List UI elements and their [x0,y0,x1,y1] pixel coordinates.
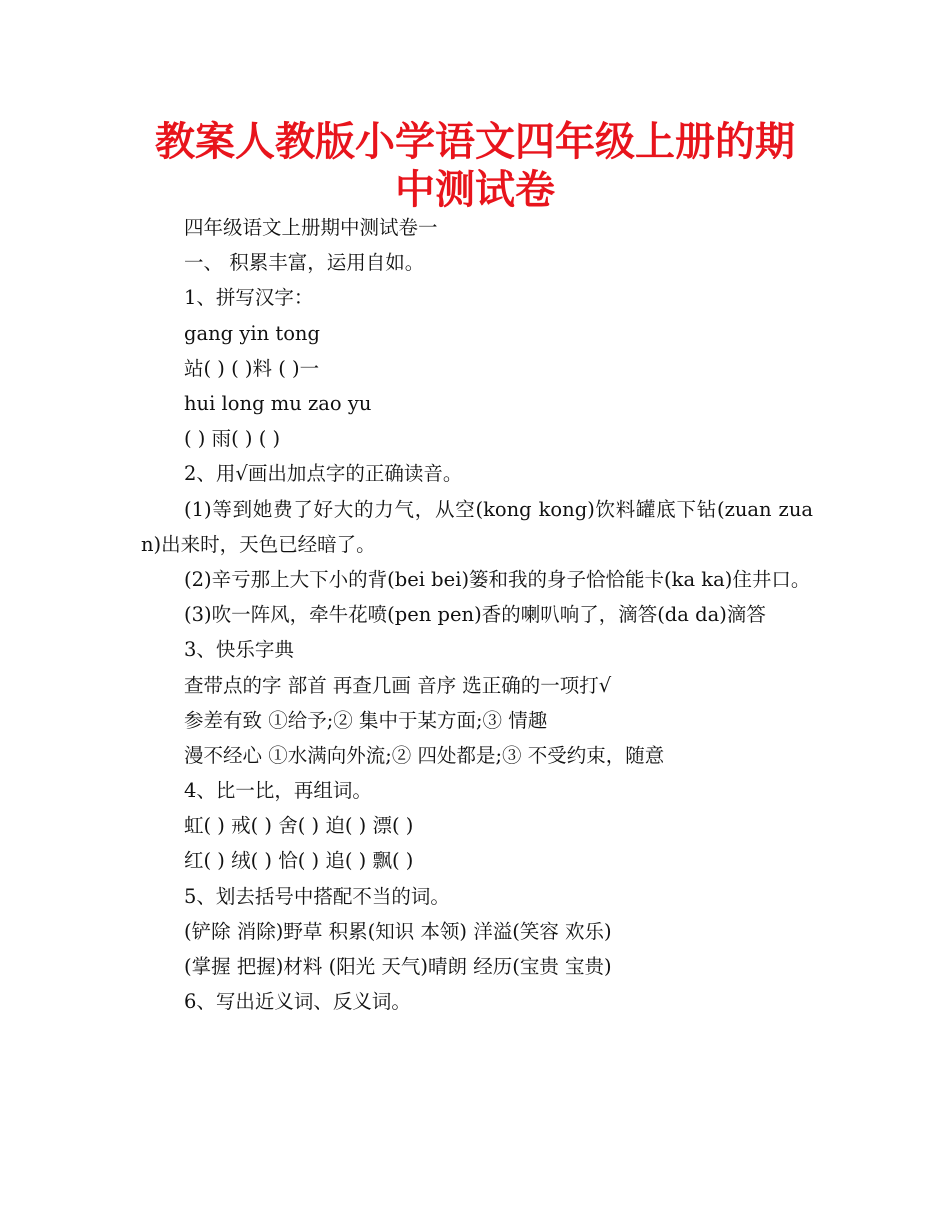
blank-line: 红( ) 绒( ) 恰( ) 追( ) 飘( ) [184,849,414,873]
question-heading: 1、拼写汉字： [184,286,314,310]
question-heading: 4、比一比，再组词。 [184,779,372,803]
text-line: (铲除 消除)野草 积累(知识 本领) 洋溢(笑容 欢乐) [184,919,612,943]
section-heading: 一、 积累丰富，运用自如。 [184,251,425,275]
blank-line: 站( ) ( )料 ( )一 [184,356,320,380]
text-line: 四年级语文上册期中测试卷一 [184,216,438,239]
question-heading: 2、用√画出加点字的正确读音。 [184,462,463,486]
question-paragraph: (1)等到她费了好大的力气，从空(kong kong)饮料罐底下钻(zuan zuan)出来时，天色已经暗了。 [141,497,813,556]
question-paragraph: (2)辛亏那上大下小的背(bei bei)篓和我的身子恰恰能卡(ka ka)住井口。 [184,567,811,591]
text-line: 参差有致 ①给予;② 集中于某方面;③ 情趣 [184,708,548,732]
blank-line: ( ) 雨( ) ( ) [184,427,281,451]
pinyin-line: gang yin tong [184,321,320,345]
question-paragraph: (3)吹一阵风，牵牛花喷(pen pen)香的喇叭响了，滴答(da da)滴答 [184,603,766,627]
text-line: (掌握 把握)材料 (阳光 天气)晴朗 经历(宝贵 宝贵) [184,955,612,978]
document-title: 教案人教版小学语文四年级上册的期中测试卷 [155,119,795,213]
question-heading: 5、划去括号中搭配不当的词。 [184,884,450,908]
blank-line: 虹( ) 戒( ) 舍( ) 迫( ) 漂( ) [184,814,414,838]
text-line: 查带点的字 部首 再查几画 音序 选正确的一项打√ [184,673,612,697]
pinyin-line: hui long mu zao yu [184,391,372,415]
text-line: 漫不经心 ①水满向外流;② 四处都是;③ 不受约束，随意 [184,743,665,767]
question-heading: 3、快乐字典 [184,638,294,662]
question-heading: 6、写出近义词、反义词。 [184,990,411,1014]
document-body [141,210,813,1019]
